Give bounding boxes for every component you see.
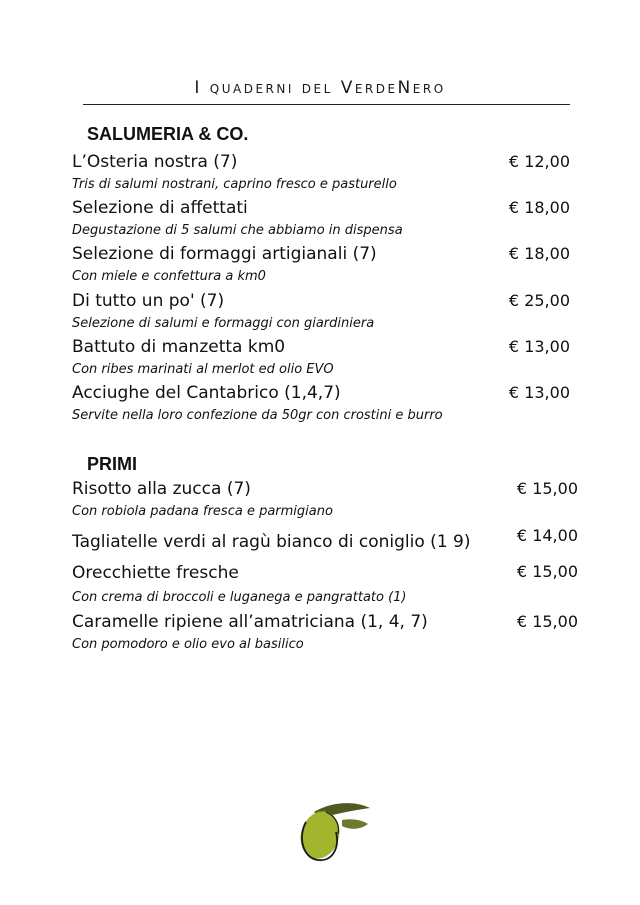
menu-item-price: € 15,00 — [516, 479, 578, 498]
menu-item-description: Con ribes marinati al merlot ed olio EVO — [72, 362, 334, 377]
menu-item-name: Selezione di affettati — [72, 198, 248, 218]
menu-item-price: € 13,00 — [508, 337, 570, 356]
menu-item-description: Con crema di broccoli e luganega e pangrattato (1) — [72, 590, 407, 605]
menu-item-name: L’Osteria nostra (7) — [72, 152, 238, 172]
menu-item-description: Degustazione di 5 salumi che abbiamo in dispensa — [72, 223, 403, 238]
menu-item-name: Selezione di formaggi artigianali (7) — [72, 244, 377, 264]
menu-header: I quaderni del VerdeNero — [194, 78, 446, 98]
menu-item-description: Con pomodoro e olio evo al basilico — [72, 637, 304, 652]
menu-item-name: Acciughe del Cantabrico (1,4,7) — [72, 383, 341, 403]
menu-item-description: Tris di salumi nostrani, caprino fresco e pasturello — [72, 177, 397, 192]
olive-icon — [296, 802, 372, 864]
menu-item-name: Battuto di manzetta km0 — [72, 337, 286, 357]
menu-item-price: € 15,00 — [516, 612, 578, 631]
menu-item-price: € 15,00 — [516, 562, 578, 581]
menu-item-price: € 13,00 — [508, 383, 570, 402]
menu-item-description: Selezione di salumi e formaggi con giardiniera — [72, 316, 375, 331]
menu-item-price: € 25,00 — [508, 291, 570, 310]
header-divider — [83, 104, 570, 105]
menu-item-name: Risotto alla zucca (7) — [72, 479, 251, 499]
menu-item-description: Con robiola padana fresca e parmigiano — [72, 504, 333, 519]
menu-item-name: Orecchiette fresche — [72, 563, 239, 583]
menu-item-price: € 12,00 — [508, 152, 570, 171]
menu-item-name: Caramelle ripiene all’amatriciana (1, 4, 7) — [72, 612, 428, 632]
menu-item-description: Con miele e confettura a km0 — [72, 269, 266, 284]
menu-item-description: Servite nella loro confezione da 50gr con crostini e burro — [72, 408, 443, 423]
section-title-salumeria: SALUMERIA & CO. — [87, 124, 249, 144]
menu-item-name: Di tutto un po' (7) — [72, 291, 225, 311]
menu-item-name: Tagliatelle verdi al ragù bianco di coniglio (1 9) — [72, 532, 471, 552]
menu-item-price: € 18,00 — [508, 244, 570, 263]
menu-item-price: € 18,00 — [508, 198, 570, 217]
section-title-primi: PRIMI — [87, 454, 138, 474]
menu-item-price: € 14,00 — [516, 526, 578, 545]
